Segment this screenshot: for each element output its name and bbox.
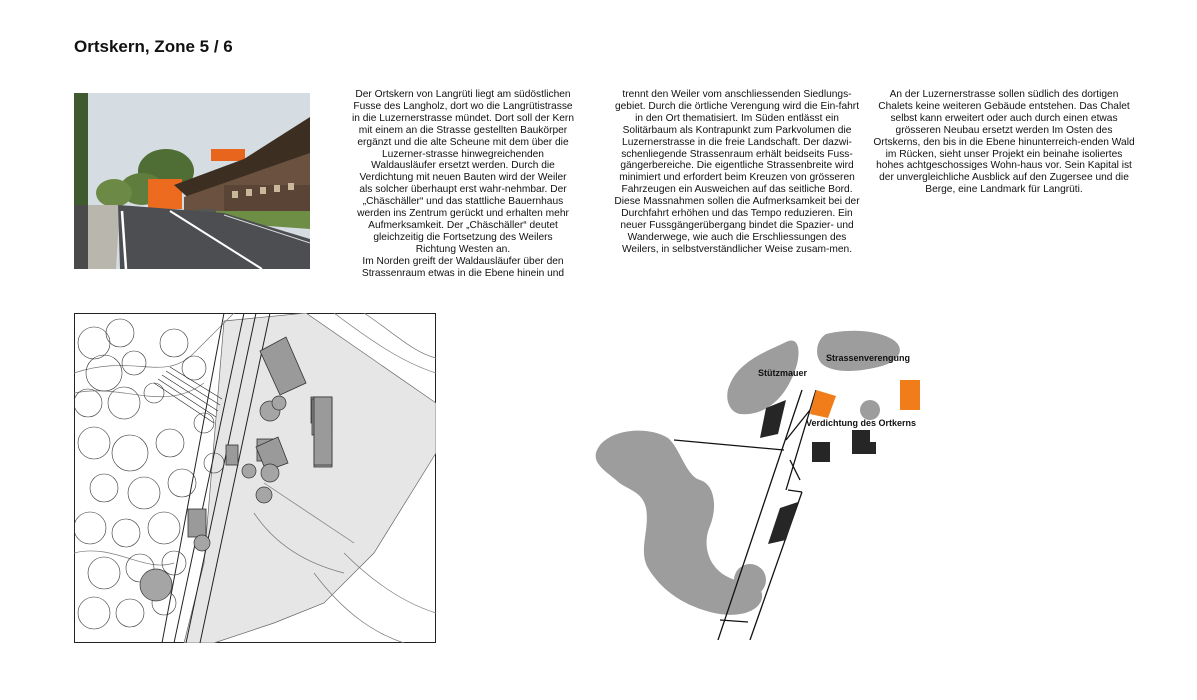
street-photo bbox=[74, 93, 310, 269]
page-title: Ortskern, Zone 5 / 6 bbox=[74, 37, 233, 56]
text-column-2 bbox=[612, 89, 862, 256]
text-column-3 bbox=[873, 89, 1135, 196]
site-plan-drawing bbox=[74, 313, 436, 643]
concept-diagram bbox=[590, 330, 950, 640]
text-paragraph: Im Norden greift der Waldausläufer über den Strassenraum etwas in die Ebene hinein und bbox=[361, 255, 565, 279]
text-column-1 bbox=[352, 89, 574, 280]
label-stuetzmauer: Stützmauer bbox=[758, 368, 808, 378]
text-paragraph: An der Luzernerstrasse sollen südlich des dortigen Chalets keine weiteren Gebäude entstehen. Das Chalet selbst kann erweitert oder auch durch einen etwas grösseren Neubau ersetzt werden Im Osten des Ortskerns, den bis in die Ebene hinunterreich-enden Wald im Rücken, sieht unser Projekt ein beinahe isoliertes hohes achtgeschossiges Wohn-haus vor. Sein Kapital ist der unvergleichliche Ausblick auf den Zugersee und die Berge, eine Landmark für Langrüti. bbox=[873, 89, 1135, 196]
text-paragraph: Der Ortskern von Langrüti liegt am südöstlichen Fusse des Langholz, dort wo die Langrütistrasse in die Luzernerstrasse mündet. Dort soll der Kern mit einem an die Strasse gestellten Baukörper ergänzt und die alte Scheune mit dem über die Luzerner-strasse hinwegreichenden Waldausläufer ersetzt werden. Durch die Verdichtung mit neuen Bauten wird der Weiler als solcher überhaupt erst wahr-nehmbar. Der „Chäschäller“ und das stattliche Bauernhaus werden ins Zentrum gerückt und erhalten mehr Aufmerksamkeit. Der „Chäschäller“ deutet gleichzeitig die Fortsetzung des Weilers Richtung Westen an. bbox=[352, 89, 574, 255]
text-paragraph: trennt den Weiler vom anschliessenden Siedlungs-gebiet. Durch die örtliche Verengung wird die Ein-fahrt in den Ort thematisiert. Im Süden entlässt ein Solitärbaum als Kontrapunkt zum Parkvolumen die Luzernerstrasse in die freie Landschaft. Der dazwi-schenliegende Strassenraum erhält beidseits Fuss-gängerbereiche. Die eigentliche Strassenbreite wird minimiert und erfordert beim Kreuzen von grösseren Fahrzeugen ein Ausweichen auf das seitliche Bord. Diese Massnahmen sollen die Aufmerksamkeit bei der Durchfahrt erhöhen und das Tempo reduzieren. Ein neuer Fussgängerübergang bindet die Spazier- und Wanderwege, wie auch die Erschliessungen des Weilers, in selbstverständlicher Weise zusam-men. bbox=[614, 89, 860, 255]
label-strassenverengung: Strassenverengung bbox=[826, 353, 911, 363]
label-verdichtung: Verdichtung des Ortkerns bbox=[806, 418, 917, 428]
